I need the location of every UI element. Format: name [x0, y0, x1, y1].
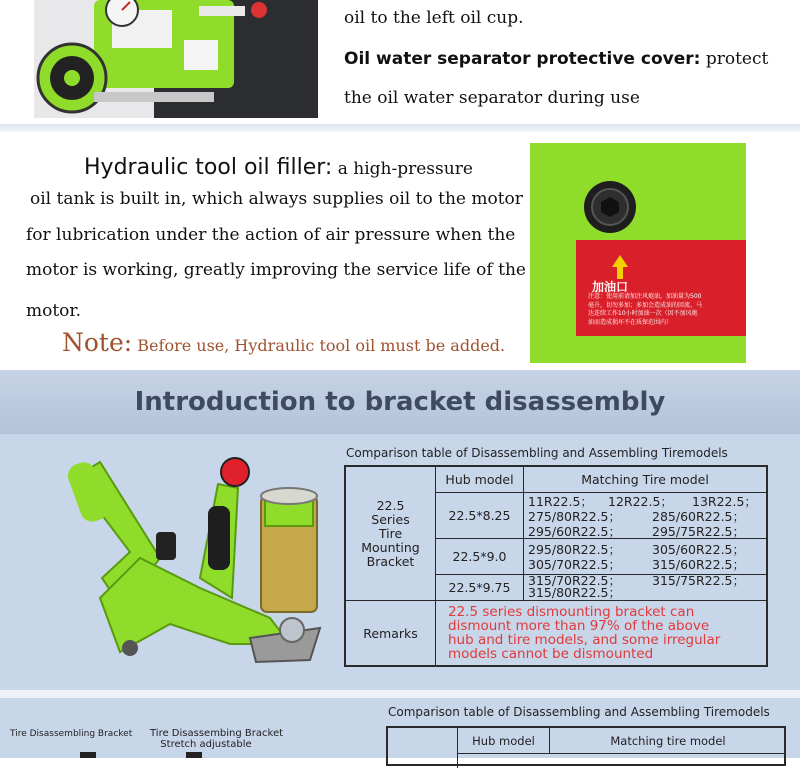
- tire-list-cell: [524, 539, 766, 575]
- series-label-line: Mounting: [361, 539, 420, 555]
- separator-label: Oil water separator protective cover:: [344, 49, 701, 69]
- tire-model: 295/75R22.5；: [652, 524, 745, 539]
- oil-filler-title: Hydraulic tool oil filler:: [84, 155, 333, 180]
- sticker-line: 油而造成损坏不在质保范围内）: [588, 318, 673, 326]
- bracket-banner-title: Introduction to bracket disassembly: [134, 387, 666, 417]
- oil-filler-cap-illustration: [530, 143, 746, 363]
- bracket-label-left: Tire Disassembling Bracket: [10, 729, 133, 739]
- tire-model: 295/60R22.5；: [528, 524, 621, 539]
- tire-model: 285/60R22.5；: [652, 509, 745, 524]
- oil-filler-line5: motor.: [26, 301, 82, 321]
- table-caption: Comparison table of Disassembling and Assembling Tiremodels: [346, 446, 728, 460]
- oil-filler-line4: motor is working, greatly improving the service life of the: [26, 260, 526, 280]
- oil-cup-illustration: [34, 0, 318, 118]
- tire-model: 305/60R22.5；: [652, 542, 745, 557]
- tire-model: 13R22.5；: [692, 494, 757, 509]
- tire-model: 11R22.5；: [528, 494, 593, 509]
- series-label-line: Bracket: [366, 553, 415, 569]
- bracket-illustration: [60, 448, 340, 670]
- tire-list-cell: [524, 575, 766, 601]
- tire-list-cell: [524, 493, 766, 539]
- remarks-line: 22.5 series dismounting bracket can: [448, 604, 695, 620]
- oil-filler-note: [62, 328, 505, 357]
- tire-model: 295/80R22.5；: [528, 542, 621, 557]
- bracket-photo: [60, 448, 340, 670]
- section-divider: [0, 690, 800, 698]
- hub-model-cell: 22.5*9.75: [436, 575, 524, 601]
- oil-cup-text: oil to the left oil cup.: [344, 8, 524, 28]
- sticker-line: 注意：使用前请加注风炮油，加油量为500: [588, 293, 702, 300]
- remarks-label: Remarks: [346, 601, 436, 665]
- matching-tire-header: Matching Tire model: [524, 467, 766, 493]
- series-label-line: Series: [371, 511, 410, 527]
- oil-filler-photo: [530, 143, 746, 363]
- remarks-line: hub and tire models, and some irregular: [448, 632, 721, 648]
- tire-model: 12R22.5；: [608, 494, 673, 509]
- second-tire-header: Matching tire model: [550, 728, 786, 754]
- bracket-arrow-icon: [80, 752, 96, 758]
- tire-model-table: [344, 465, 768, 667]
- oil-filler-line1: a high-pressure: [332, 159, 473, 179]
- tire-model: 315/60R22.5；: [652, 557, 745, 572]
- remarks-line: models cannot be dismounted: [448, 646, 654, 662]
- series-label-cell: [346, 467, 436, 601]
- remarks-text: [436, 601, 766, 665]
- bracket-label-right: [150, 728, 284, 750]
- separator-text-1: protect: [700, 49, 769, 69]
- oil-filler-line3: for lubrication under the action of air pressure when the: [26, 225, 516, 245]
- second-table-caption: Comparison table of Disassembling and Assembling Tiremodels: [388, 705, 770, 719]
- second-tire-table: [386, 726, 786, 766]
- tire-model: 315/75R22.5；: [652, 573, 745, 588]
- sticker-title: 加油口: [592, 280, 629, 294]
- bracket-label-right-line2: Stretch adjustable: [160, 739, 252, 750]
- tire-model: 315/80R22.5；: [528, 585, 621, 600]
- tire-model: 305/70R22.5；: [528, 557, 621, 572]
- separator-description: [344, 49, 768, 69]
- series-label-line: 22.5: [376, 497, 405, 513]
- oil-cup-photo: [34, 0, 318, 118]
- tire-model: 315/70R22.5；: [528, 573, 621, 588]
- sticker-text: [588, 293, 746, 327]
- oil-filler-heading: [84, 155, 473, 180]
- bracket-arrow-icon: [186, 752, 202, 758]
- second-hub-header: Hub model: [458, 728, 550, 754]
- sticker-line: 达连续工作10小时加油一次（因不加风炮: [588, 310, 698, 317]
- hub-model-cell: 22.5*8.25: [436, 493, 524, 539]
- oil-filler-line2: oil tank is built in, which always supplies oil to the motor: [30, 189, 523, 209]
- series-label-line: Tire: [378, 525, 403, 541]
- section-divider: [0, 124, 800, 132]
- note-text: Before use, Hydraulic tool oil must be added.: [132, 336, 506, 355]
- tire-model: 275/80R22.5；: [528, 509, 621, 524]
- sticker-line: 毫升，切勿多加；多加会造成油的回流。马: [588, 301, 703, 309]
- hub-model-header: Hub model: [436, 467, 524, 493]
- hub-model-cell: 22.5*9.0: [436, 539, 524, 575]
- bracket-label-right-line1: Tire Disassembing Bracket: [150, 728, 284, 739]
- separator-text-2: the oil water separator during use: [344, 88, 640, 108]
- note-label: Note:: [62, 328, 133, 357]
- remarks-line: dismount more than 97% of the above: [448, 618, 710, 634]
- second-series-cell: [388, 728, 458, 768]
